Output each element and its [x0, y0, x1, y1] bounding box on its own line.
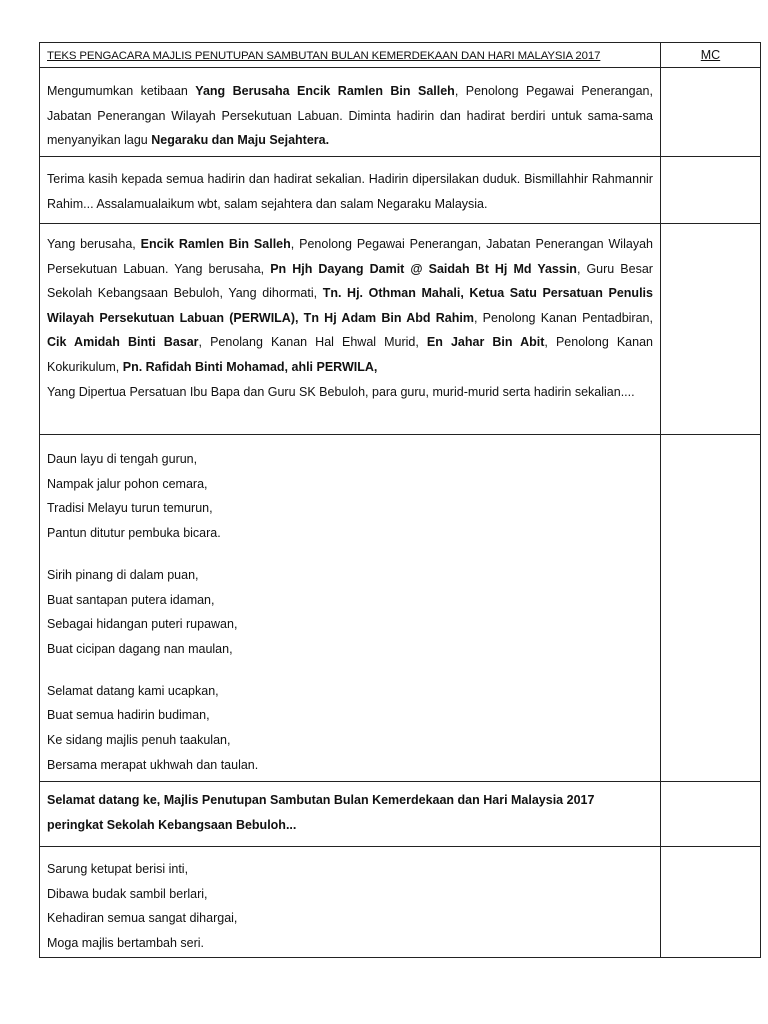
- text-run: Yang Dipertua Persatuan Ibu Bapa dan Guru SK Bebuloh, para guru, murid-murid serta hadirin sekalian....: [47, 384, 635, 399]
- table-row: [40, 435, 761, 782]
- bold-run: Yang Berusaha Encik Ramlen Bin Salleh: [195, 84, 455, 98]
- table-row: [40, 224, 761, 435]
- script-cell: [40, 782, 661, 847]
- bold-run: Pn Hjh Dayang Damit @ Saidah Bt Hj Md Yassin: [270, 261, 577, 276]
- pantun-block: [47, 435, 653, 777]
- pantun-stanza: [47, 563, 653, 662]
- pantun-line: Nampak jalur pohon cemara,: [47, 476, 208, 491]
- pantun-line: Bersama merapat ukhwah dan taulan.: [47, 757, 259, 772]
- mc-cell: [660, 224, 760, 435]
- bold-run: Tn. Hj. Othman Mahali, Ketua Satu Persatuan Penulis Wilayah Persekutuan Labuan (PERWILA), Tn Hj Adam Bin Abd Rahim: [47, 286, 653, 325]
- pantun-stanza: [47, 679, 653, 778]
- text-run: , Penolong Kanan Pentadbiran,: [473, 310, 653, 325]
- header-title-cell: [40, 43, 661, 68]
- announcement-paragraph: [47, 68, 653, 153]
- table-row: [40, 157, 761, 224]
- pantun-line: Ke sidang majlis penuh taakulan,: [47, 733, 231, 748]
- pantun-line: Moga majlis bertambah seri.: [47, 936, 205, 951]
- bold-run: En Jahar Bin Abit: [426, 335, 545, 350]
- bold-run: Encik Ramlen Bin Salleh: [140, 237, 291, 251]
- mc-cell: [660, 435, 760, 782]
- table-row: [40, 782, 761, 847]
- script-cell: [40, 847, 661, 958]
- mc-cell: [660, 782, 760, 847]
- pantun-line: Tradisi Melayu turun temurun,: [47, 501, 213, 516]
- mc-column-label: MC: [700, 48, 721, 62]
- text-run: , Penolong Kanan Kokurikulum,: [47, 335, 653, 374]
- pantun-line: Selamat datang kami ucapkan,: [47, 683, 219, 698]
- text-run: , Penolang Kanan Hal Ehwal Murid,: [198, 335, 427, 350]
- bold-run: Pn. Rafidah Binti Mohamad, ahli PERWILA,: [122, 359, 378, 374]
- script-cell: [40, 68, 661, 157]
- script-cell: [40, 157, 661, 224]
- pantun-line: Dibawa budak sambil berlari,: [47, 886, 208, 901]
- greeting-paragraph: Terima kasih kepada semua hadirin dan hadirat sekalian. Hadirin dipersilakan duduk. Bismillahhir Rahmannir Rahim... Assalamualaikum wbt, salam sejahtera dan salam Negaraku Malaysia.: [47, 172, 653, 211]
- pantun-line: Buat semua hadirin budiman,: [47, 708, 210, 723]
- pantun-line: Sarung ketupat berisi inti,: [47, 862, 189, 876]
- document-title: TEKS PENGACARA MAJLIS PENUTUPAN SAMBUTAN BULAN KEMERDEKAAN DAN HARI MALAYSIA 2017: [47, 50, 601, 62]
- bold-run: Negaraku dan Maju Sejahtera.: [151, 133, 330, 148]
- pantun-line: Buat cicipan dagang nan maulan,: [47, 641, 233, 656]
- text-run: Yang berusaha,: [47, 237, 141, 251]
- bold-run: Cik Amidah Binti Basar: [47, 335, 199, 350]
- pantun-block: [47, 847, 653, 956]
- text-run: , Penolong Pegawai Penerangan, Jabatan Penerangan Wilayah Persekutuan Labuan. Yang berusaha,: [47, 237, 653, 276]
- script-cell: [40, 224, 661, 435]
- script-cell: [40, 435, 661, 782]
- pantun-line: Kehadiran semua sangat dihargai,: [47, 911, 238, 926]
- header-mc-cell: [660, 43, 760, 68]
- pantun-line: Sirih pinang di dalam puan,: [47, 567, 199, 582]
- table-row: [40, 68, 761, 157]
- mc-cell: [660, 157, 760, 224]
- bold-run: Selamat datang ke,: [47, 793, 164, 807]
- mc-script-table: [39, 42, 761, 958]
- text-run: , Penolong Pegawai Penerangan, Jabatan Penerangan Wilayah Persekutuan Labuan. Diminta hadirin dan hadirat berdiri untuk sama-sama menyanyikan lagu: [47, 84, 653, 148]
- header-row: [40, 43, 761, 68]
- mc-cell: [660, 847, 760, 958]
- mc-cell: [660, 68, 760, 157]
- table-row: [40, 847, 761, 958]
- pantun-stanza: [47, 447, 653, 546]
- salutation-paragraph: [47, 224, 653, 404]
- pantun-line: Pantun ditutur pembuka bicara.: [47, 526, 221, 541]
- pantun-line: Daun layu di tengah gurun,: [47, 452, 198, 466]
- pantun-line: Buat santapan putera idaman,: [47, 592, 215, 607]
- text-run: Mengumumkan ketibaan: [47, 84, 196, 98]
- welcome-paragraph: [47, 782, 653, 837]
- pantun-line: Sebagai hidangan puteri rupawan,: [47, 617, 238, 632]
- text-run: , Guru Besar Sekolah Kebangsaan Bebuloh, Yang dihormati,: [47, 261, 653, 301]
- bold-run: Majlis Penutupan Sambutan Bulan Kemerdekaan dan Hari Malaysia 2017 peringkat Sekolah Kebangsaan Bebuloh...: [47, 793, 595, 832]
